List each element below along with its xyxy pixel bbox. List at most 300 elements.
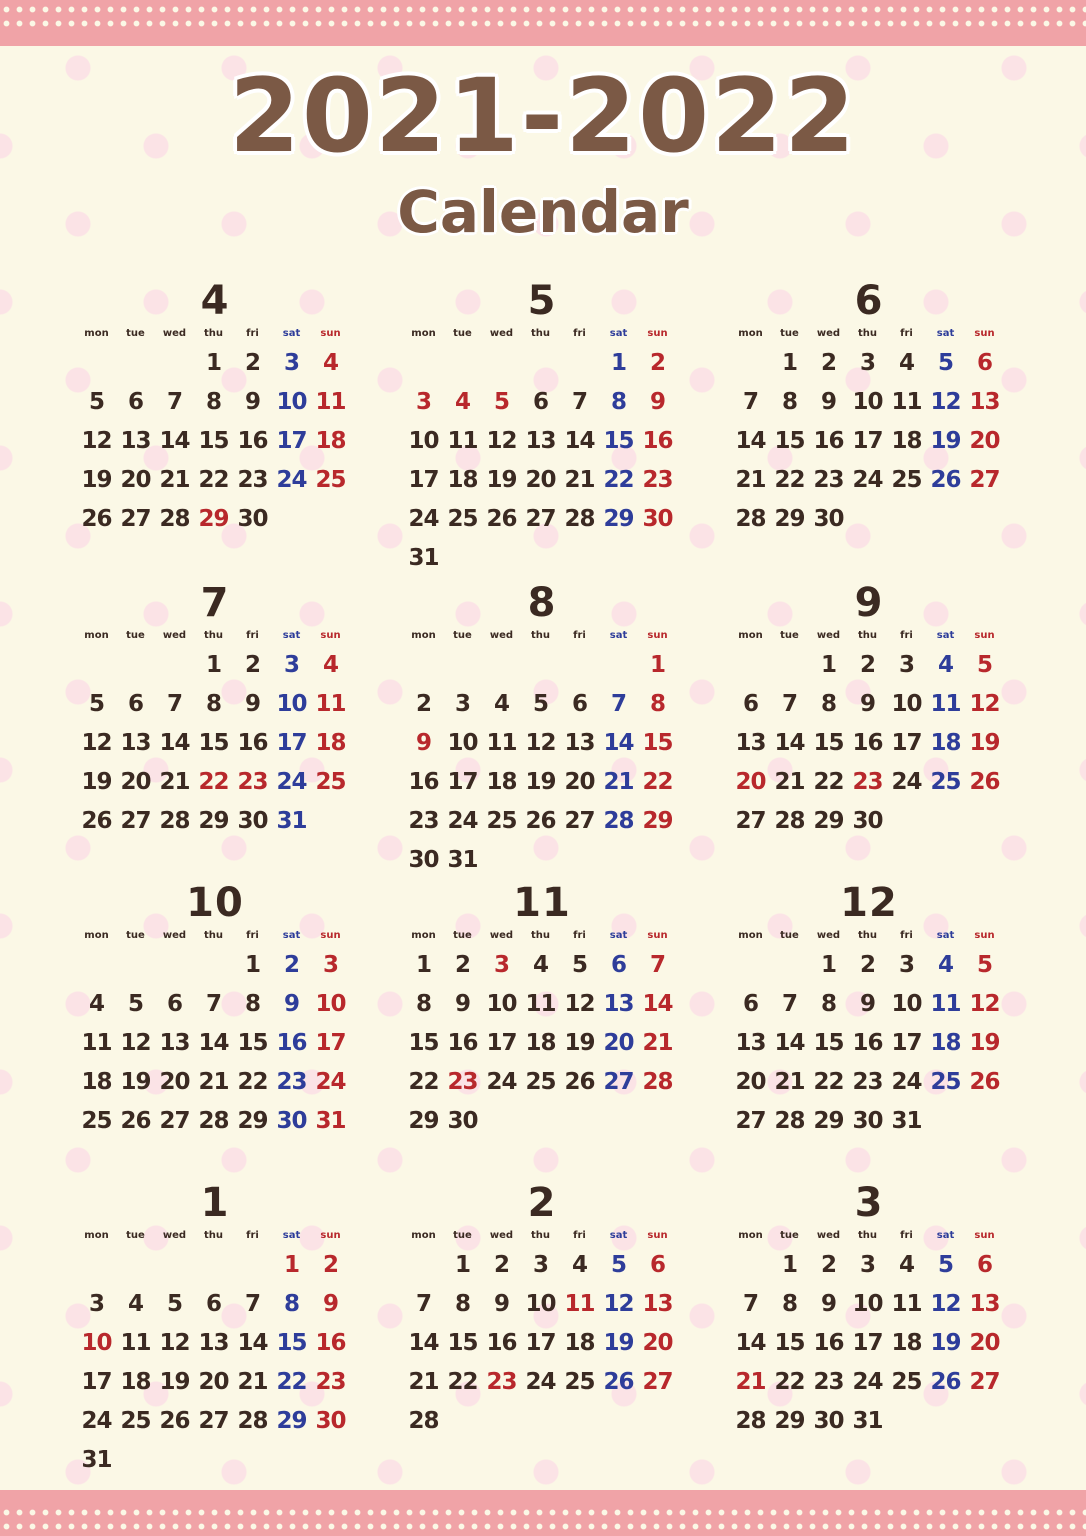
day-cell: 21 — [237, 1369, 268, 1395]
weekday-label: sun — [974, 1230, 995, 1241]
day-cell: 7 — [649, 952, 665, 978]
day-cell: 10 — [852, 1291, 883, 1317]
day-cell: 24 — [891, 769, 922, 795]
day-cell: 2 — [493, 1252, 509, 1278]
day-cell: 25 — [891, 1369, 922, 1395]
day-grid — [77, 646, 353, 841]
day-cell: 11 — [525, 991, 556, 1017]
day-cell: 14 — [735, 1330, 766, 1356]
weekday-label: sun — [320, 1230, 341, 1241]
weekday-label: sun — [647, 930, 668, 941]
day-cell: 12 — [486, 428, 517, 454]
day-cell: 3 — [859, 350, 875, 376]
day-cell: 27 — [969, 467, 1000, 493]
day-cell: 6 — [532, 389, 548, 415]
top-scallop-edge — [0, 34, 1086, 48]
day-cell: 1 — [283, 1252, 299, 1278]
day-grid — [731, 344, 1007, 539]
empty-day-cell — [77, 646, 116, 685]
day-cell: 8 — [610, 389, 626, 415]
weekday-label: wed — [489, 630, 514, 641]
day-cell: 10 — [276, 389, 307, 415]
day-cell: 29 — [813, 808, 844, 834]
day-cell: 28 — [564, 506, 595, 532]
weekday-label: sun — [974, 630, 995, 641]
day-cell: 27 — [564, 808, 595, 834]
day-cell: 1 — [781, 350, 797, 376]
day-cell: 26 — [930, 1369, 961, 1395]
day-cell: 20 — [159, 1069, 190, 1095]
weekday-header — [404, 1226, 680, 1246]
month-block — [77, 880, 353, 1141]
day-cell: 27 — [969, 1369, 1000, 1395]
day-cell: 13 — [735, 730, 766, 756]
day-cell: 17 — [315, 1030, 346, 1056]
empty-day-cell — [731, 344, 770, 383]
day-cell: 26 — [81, 808, 112, 834]
day-cell: 14 — [408, 1330, 439, 1356]
weekday-label: sat — [609, 1230, 628, 1241]
empty-day-cell — [116, 946, 155, 985]
weekday-label: wed — [162, 630, 187, 641]
weekday-label: mon — [738, 630, 763, 641]
day-cell: 11 — [315, 389, 346, 415]
day-cell: 23 — [852, 1069, 883, 1095]
weekday-label: mon — [411, 1230, 436, 1241]
day-cell: 1 — [820, 952, 836, 978]
day-cell: 16 — [276, 1030, 307, 1056]
day-cell: 28 — [159, 808, 190, 834]
weekday-label: thu — [857, 630, 878, 641]
day-cell: 14 — [237, 1330, 268, 1356]
month-number: 1 — [200, 1180, 230, 1226]
day-cell: 20 — [735, 1069, 766, 1095]
weekday-label: thu — [203, 328, 224, 339]
day-cell: 22 — [813, 1069, 844, 1095]
empty-day-cell — [77, 1246, 116, 1285]
day-cell: 20 — [564, 769, 595, 795]
day-cell: 10 — [486, 991, 517, 1017]
day-cell: 27 — [159, 1108, 190, 1134]
day-cell: 31 — [276, 808, 307, 834]
bottom-scallop-edge — [0, 1488, 1086, 1502]
weekday-label: sat — [609, 930, 628, 941]
day-cell: 28 — [735, 1408, 766, 1434]
weekday-label: sun — [647, 328, 668, 339]
empty-day-cell — [77, 344, 116, 383]
day-grid — [404, 344, 680, 578]
month-number: 9 — [854, 580, 884, 626]
month-block — [404, 880, 680, 1141]
day-cell: 26 — [159, 1408, 190, 1434]
day-cell: 15 — [642, 730, 673, 756]
empty-day-cell — [155, 1246, 194, 1285]
day-cell: 19 — [525, 769, 556, 795]
day-cell: 16 — [642, 428, 673, 454]
day-cell: 4 — [493, 691, 509, 717]
day-cell: 15 — [408, 1030, 439, 1056]
day-cell: 28 — [735, 506, 766, 532]
day-cell: 18 — [891, 428, 922, 454]
day-cell: 14 — [774, 730, 805, 756]
day-cell: 26 — [969, 769, 1000, 795]
day-cell: 22 — [276, 1369, 307, 1395]
weekday-label: fri — [900, 328, 913, 339]
empty-day-cell — [233, 1246, 272, 1285]
day-cell: 8 — [820, 991, 836, 1017]
day-cell: 9 — [415, 730, 431, 756]
day-cell: 26 — [969, 1069, 1000, 1095]
day-cell: 18 — [486, 769, 517, 795]
day-cell: 29 — [198, 506, 229, 532]
day-cell: 1 — [205, 350, 221, 376]
day-cell: 16 — [237, 428, 268, 454]
day-cell: 18 — [930, 1030, 961, 1056]
day-cell: 5 — [976, 952, 992, 978]
day-cell: 20 — [735, 769, 766, 795]
day-cell: 2 — [820, 350, 836, 376]
day-cell: 17 — [408, 467, 439, 493]
day-cell: 2 — [859, 952, 875, 978]
day-cell: 3 — [859, 1252, 875, 1278]
day-cell: 23 — [486, 1369, 517, 1395]
day-cell: 6 — [127, 389, 143, 415]
day-cell: 11 — [564, 1291, 595, 1317]
empty-day-cell — [770, 646, 809, 685]
day-cell: 6 — [166, 991, 182, 1017]
day-cell: 21 — [564, 467, 595, 493]
month-number: 8 — [527, 580, 557, 626]
day-cell: 1 — [415, 952, 431, 978]
day-cell: 1 — [820, 652, 836, 678]
weekday-label: wed — [489, 930, 514, 941]
weekday-label: thu — [530, 1230, 551, 1241]
weekday-label: wed — [162, 1230, 187, 1241]
day-cell: 7 — [781, 691, 797, 717]
day-cell: 31 — [81, 1447, 112, 1473]
weekday-label: sun — [647, 1230, 668, 1241]
day-cell: 29 — [642, 808, 673, 834]
day-cell: 22 — [408, 1069, 439, 1095]
day-cell: 2 — [283, 952, 299, 978]
day-cell: 7 — [244, 1291, 260, 1317]
day-cell: 3 — [415, 389, 431, 415]
day-cell: 7 — [571, 389, 587, 415]
weekday-header — [731, 1226, 1007, 1246]
day-cell: 6 — [571, 691, 587, 717]
empty-day-cell — [404, 646, 443, 685]
day-cell: 7 — [781, 991, 797, 1017]
day-cell: 11 — [486, 730, 517, 756]
day-cell: 21 — [159, 467, 190, 493]
month-number: 2 — [527, 1180, 557, 1226]
day-cell: 27 — [525, 506, 556, 532]
day-cell: 9 — [283, 991, 299, 1017]
weekday-label: mon — [738, 930, 763, 941]
day-cell: 23 — [813, 467, 844, 493]
weekday-label: mon — [84, 930, 109, 941]
weekday-label: sat — [282, 630, 301, 641]
day-cell: 16 — [486, 1330, 517, 1356]
day-cell: 21 — [642, 1030, 673, 1056]
weekday-label: fri — [573, 930, 586, 941]
weekday-label: fri — [246, 1230, 259, 1241]
day-cell: 26 — [525, 808, 556, 834]
weekday-label: sat — [609, 328, 628, 339]
weekday-label: thu — [857, 1230, 878, 1241]
weekday-label: tue — [126, 328, 145, 339]
day-cell: 30 — [237, 808, 268, 834]
day-cell: 16 — [852, 1030, 883, 1056]
day-cell: 5 — [88, 691, 104, 717]
month-number: 11 — [513, 880, 571, 926]
day-cell: 21 — [198, 1069, 229, 1095]
day-cell: 9 — [649, 389, 665, 415]
month-block — [77, 1180, 353, 1480]
day-cell: 17 — [486, 1030, 517, 1056]
weekday-label: wed — [816, 328, 841, 339]
month-number: 7 — [200, 580, 230, 626]
weekday-label: tue — [126, 1230, 145, 1241]
day-cell: 31 — [891, 1108, 922, 1134]
empty-day-cell — [404, 344, 443, 383]
empty-day-cell — [560, 646, 599, 685]
day-cell: 19 — [930, 1330, 961, 1356]
day-cell: 26 — [930, 467, 961, 493]
month-number: 12 — [840, 880, 898, 926]
empty-day-cell — [116, 1246, 155, 1285]
day-cell: 17 — [276, 428, 307, 454]
day-grid — [77, 1246, 353, 1480]
day-cell: 17 — [852, 428, 883, 454]
weekday-label: sat — [609, 630, 628, 641]
day-cell: 3 — [493, 952, 509, 978]
day-cell: 27 — [735, 1108, 766, 1134]
month-block — [731, 278, 1007, 539]
weekday-label: fri — [900, 630, 913, 641]
day-cell: 18 — [81, 1069, 112, 1095]
day-cell: 6 — [742, 991, 758, 1017]
empty-day-cell — [482, 646, 521, 685]
day-cell: 14 — [774, 1030, 805, 1056]
day-cell: 21 — [774, 1069, 805, 1095]
day-cell: 1 — [781, 1252, 797, 1278]
day-cell: 30 — [315, 1408, 346, 1434]
day-cell: 8 — [649, 691, 665, 717]
weekday-label: fri — [246, 630, 259, 641]
day-cell: 20 — [603, 1030, 634, 1056]
day-cell: 10 — [315, 991, 346, 1017]
day-cell: 25 — [315, 467, 346, 493]
day-cell: 4 — [532, 952, 548, 978]
weekday-label: mon — [738, 1230, 763, 1241]
empty-day-cell — [560, 344, 599, 383]
day-cell: 15 — [198, 428, 229, 454]
day-cell: 8 — [205, 389, 221, 415]
month-number: 5 — [527, 278, 557, 324]
day-cell: 26 — [564, 1069, 595, 1095]
day-cell: 16 — [408, 769, 439, 795]
empty-day-cell — [731, 646, 770, 685]
month-block — [77, 278, 353, 539]
day-cell: 12 — [81, 730, 112, 756]
day-cell: 6 — [742, 691, 758, 717]
day-cell: 4 — [898, 1252, 914, 1278]
weekday-label: tue — [780, 1230, 799, 1241]
month-block — [404, 1180, 680, 1441]
weekday-label: fri — [900, 1230, 913, 1241]
day-cell: 5 — [937, 350, 953, 376]
day-cell: 25 — [120, 1408, 151, 1434]
day-cell: 25 — [525, 1069, 556, 1095]
day-cell: 15 — [276, 1330, 307, 1356]
day-cell: 22 — [198, 467, 229, 493]
day-grid — [77, 946, 353, 1141]
month-number: 3 — [854, 1180, 884, 1226]
day-cell: 25 — [81, 1108, 112, 1134]
empty-day-cell — [443, 646, 482, 685]
weekday-label: sat — [282, 930, 301, 941]
day-cell: 19 — [930, 428, 961, 454]
weekday-label: wed — [816, 1230, 841, 1241]
day-cell: 14 — [198, 1030, 229, 1056]
day-cell: 27 — [198, 1408, 229, 1434]
day-cell: 2 — [454, 952, 470, 978]
month-number: 10 — [186, 880, 244, 926]
day-cell: 15 — [198, 730, 229, 756]
day-cell: 17 — [891, 1030, 922, 1056]
day-cell: 15 — [813, 730, 844, 756]
empty-day-cell — [194, 946, 233, 985]
day-cell: 21 — [735, 467, 766, 493]
day-cell: 7 — [415, 1291, 431, 1317]
empty-day-cell — [770, 946, 809, 985]
calendar-year-title: 2021-2022 — [228, 57, 858, 176]
day-cell: 23 — [237, 769, 268, 795]
weekday-label: sat — [936, 1230, 955, 1241]
day-cell: 27 — [120, 808, 151, 834]
day-cell: 31 — [315, 1108, 346, 1134]
day-cell: 21 — [603, 769, 634, 795]
day-grid — [404, 1246, 680, 1441]
day-cell: 29 — [237, 1108, 268, 1134]
day-cell: 14 — [159, 730, 190, 756]
day-cell: 4 — [898, 350, 914, 376]
day-cell: 5 — [166, 1291, 182, 1317]
day-cell: 5 — [532, 691, 548, 717]
day-cell: 3 — [88, 1291, 104, 1317]
day-cell: 9 — [244, 691, 260, 717]
day-cell: 2 — [322, 1252, 338, 1278]
weekday-label: sun — [320, 630, 341, 641]
day-cell: 9 — [820, 389, 836, 415]
day-cell: 10 — [891, 691, 922, 717]
day-cell: 10 — [447, 730, 478, 756]
day-cell: 26 — [81, 506, 112, 532]
day-cell: 18 — [315, 428, 346, 454]
weekday-header — [77, 1226, 353, 1246]
day-cell: 10 — [891, 991, 922, 1017]
day-cell: 27 — [120, 506, 151, 532]
weekday-label: wed — [162, 930, 187, 941]
day-cell: 11 — [891, 389, 922, 415]
day-cell: 16 — [813, 428, 844, 454]
day-cell: 15 — [603, 428, 634, 454]
weekday-label: sat — [936, 630, 955, 641]
weekday-label: tue — [126, 930, 145, 941]
day-cell: 11 — [930, 991, 961, 1017]
day-cell: 19 — [603, 1330, 634, 1356]
day-cell: 13 — [603, 991, 634, 1017]
day-cell: 22 — [447, 1369, 478, 1395]
day-cell: 9 — [859, 991, 875, 1017]
day-cell: 12 — [525, 730, 556, 756]
weekday-label: thu — [530, 630, 551, 641]
day-cell: 18 — [930, 730, 961, 756]
day-cell: 19 — [564, 1030, 595, 1056]
day-cell: 18 — [891, 1330, 922, 1356]
day-grid — [77, 344, 353, 539]
weekday-label: fri — [573, 328, 586, 339]
day-cell: 3 — [283, 350, 299, 376]
weekday-header — [77, 926, 353, 946]
empty-day-cell — [77, 946, 116, 985]
day-cell: 8 — [283, 1291, 299, 1317]
empty-day-cell — [404, 1246, 443, 1285]
weekday-label: sun — [320, 328, 341, 339]
day-cell: 1 — [610, 350, 626, 376]
empty-day-cell — [116, 344, 155, 383]
day-cell: 9 — [454, 991, 470, 1017]
day-cell: 23 — [315, 1369, 346, 1395]
day-cell: 20 — [525, 467, 556, 493]
weekday-label: sat — [282, 328, 301, 339]
day-cell: 16 — [852, 730, 883, 756]
day-cell: 18 — [525, 1030, 556, 1056]
weekday-label: tue — [453, 328, 472, 339]
day-cell: 23 — [447, 1069, 478, 1095]
weekday-label: tue — [126, 630, 145, 641]
month-block — [404, 580, 680, 880]
day-cell: 14 — [159, 428, 190, 454]
day-grid — [404, 646, 680, 880]
weekday-label: fri — [573, 630, 586, 641]
month-block — [731, 1180, 1007, 1441]
day-cell: 9 — [244, 389, 260, 415]
month-number: 4 — [200, 278, 230, 324]
month-number: 6 — [854, 278, 884, 324]
day-cell: 8 — [454, 1291, 470, 1317]
weekday-label: sun — [320, 930, 341, 941]
weekday-label: fri — [900, 930, 913, 941]
day-cell: 18 — [447, 467, 478, 493]
day-cell: 29 — [408, 1108, 439, 1134]
empty-day-cell — [155, 646, 194, 685]
day-cell: 7 — [166, 389, 182, 415]
day-cell: 19 — [969, 1030, 1000, 1056]
weekday-label: thu — [203, 930, 224, 941]
day-cell: 28 — [774, 808, 805, 834]
day-cell: 19 — [969, 730, 1000, 756]
day-cell: 30 — [237, 506, 268, 532]
day-grid — [731, 946, 1007, 1141]
day-cell: 24 — [852, 1369, 883, 1395]
day-cell: 4 — [127, 1291, 143, 1317]
day-cell: 23 — [642, 467, 673, 493]
day-cell: 24 — [81, 1408, 112, 1434]
day-cell: 21 — [735, 1369, 766, 1395]
day-cell: 23 — [813, 1369, 844, 1395]
